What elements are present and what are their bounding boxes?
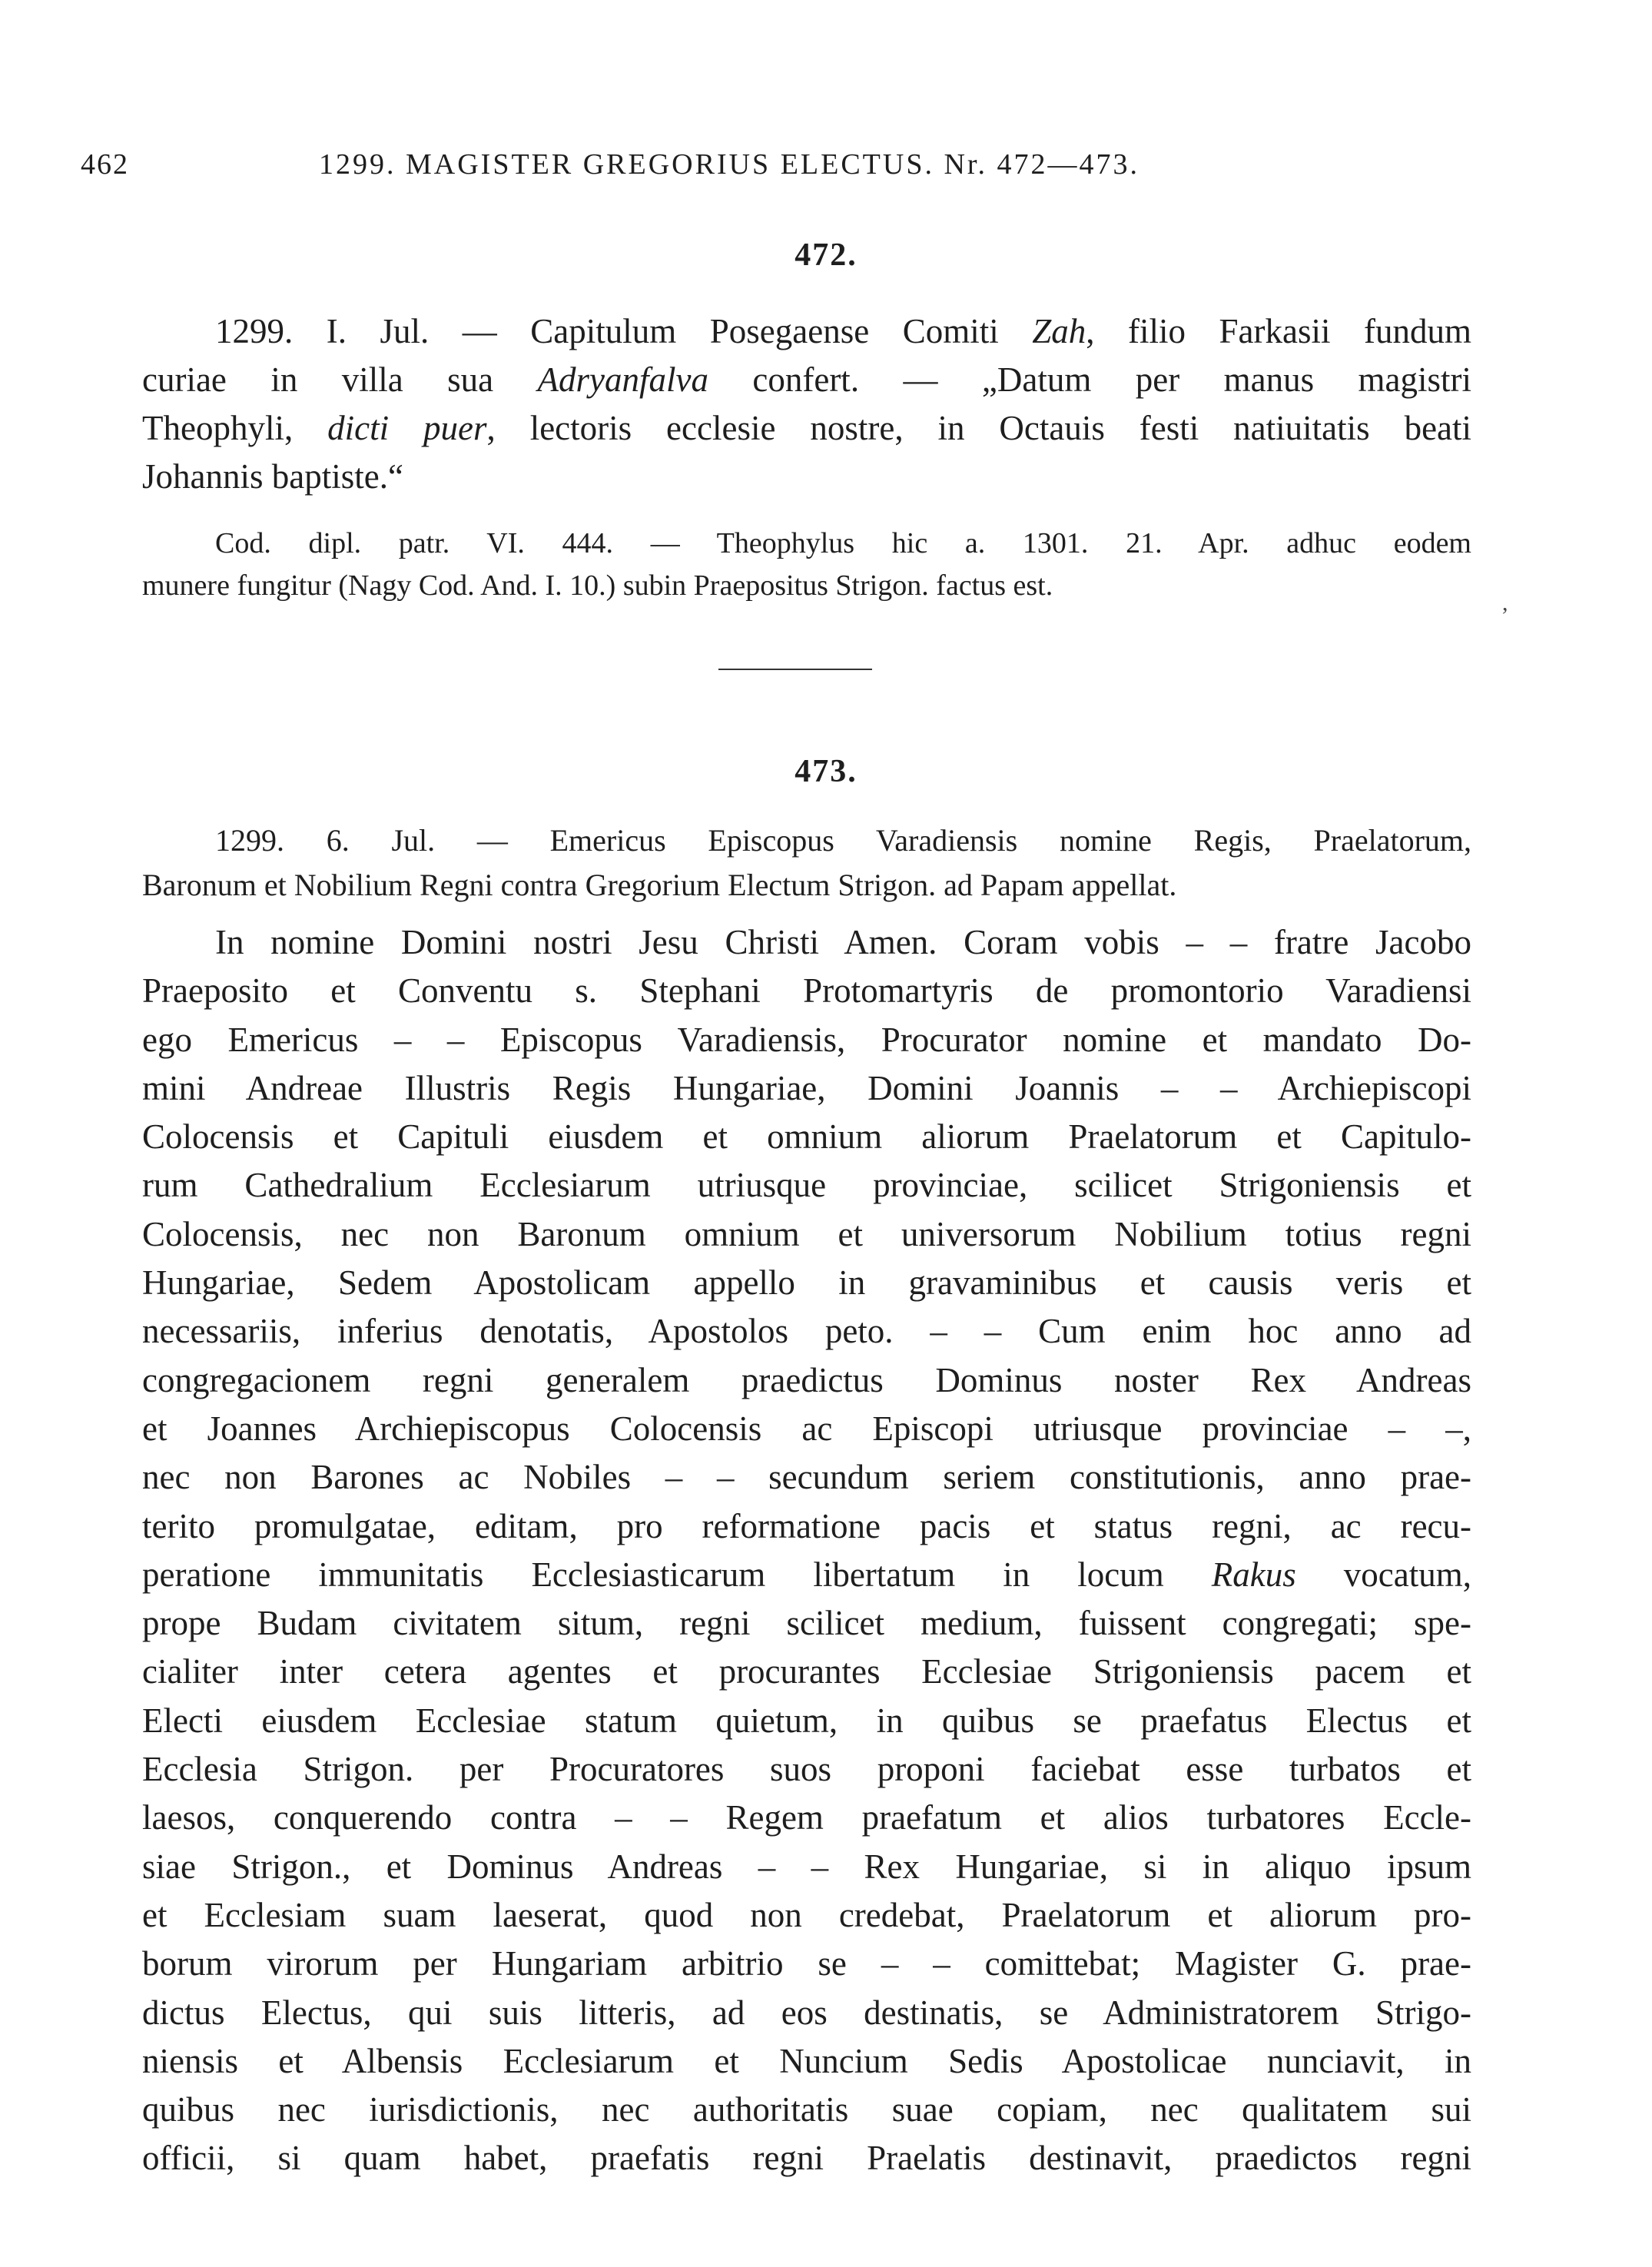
text-line — [142, 2134, 1471, 2182]
text-segment: congregacionem regni generalem praedictus Dominus noster Rex Andreas — [142, 1360, 1471, 1399]
text-segment: Colocensis et Capituli eiusdem et omnium aliorum Praelatorum et Capitulo- — [142, 1117, 1471, 1157]
text-segment: , lectoris ecclesie nostre, in Octauis festi natiuitatis beati — [486, 409, 1472, 447]
text-segment: et Ecclesiam suam laeserat, quod non credebat, Praelatorum et aliorum pro- — [142, 1895, 1471, 1934]
italic-name: dicti puer — [327, 409, 487, 447]
text-segment: Johannis baptiste.“ — [142, 457, 403, 496]
text-segment: Ecclesia Strigon. per Procuratores suos proponi faciebat esse turbatos et — [142, 1750, 1471, 1789]
text-line — [142, 1989, 1471, 2037]
text-line — [142, 2037, 1471, 2086]
text-line — [142, 1940, 1471, 1988]
note-line: Cod. dipl. patr. VI. 444. — Theophylus hic a. 1301. 21. Apr. adhuc eodem — [215, 527, 1471, 559]
document-number-473: 473. — [794, 754, 858, 789]
text-line — [142, 356, 1471, 404]
charter-text-473 — [142, 918, 1471, 2183]
page-number: 462 — [81, 148, 129, 181]
text-segment: necessariis, inferius denotatis, Apostolos peto. – – Cum enim hoc anno ad — [142, 1312, 1471, 1351]
text-segment: rum Cathedralium Ecclesiarum utriusque provinciae, scilicet Strigoniensis et — [142, 1166, 1471, 1205]
text-line — [142, 1502, 1471, 1551]
text-line — [142, 1794, 1471, 1842]
text-line — [142, 1599, 1471, 1648]
text-line — [142, 918, 1471, 967]
text-segment: niensis et Albensis Ecclesiarum et Nuncium Sedis Apostolicae nunciavit, in — [142, 2041, 1471, 2080]
text-segment: officii, si quam habet, praefatis regni Praelatis destinavit, praedictos regni — [142, 2139, 1471, 2178]
text-segment: ego Emericus – – Episcopus Varadiensis, Procurator nomine et mandato Do- — [142, 1020, 1471, 1059]
text-segment: cialiter inter cetera agentes et procurantes Ecclesiae Strigoniensis pacem et — [142, 1652, 1471, 1691]
text-line — [142, 1307, 1471, 1356]
text-line — [142, 2086, 1471, 2134]
text-line — [142, 1259, 1471, 1307]
text-line — [142, 404, 1471, 453]
text-segment: curiae in villa sua — [142, 360, 538, 399]
regest-472 — [142, 307, 1471, 501]
text-segment: Electi eiusdem Ecclesiae statum quietum, in quibus se praefatus Electus et — [142, 1701, 1471, 1740]
text-segment: dictus Electus, qui suis litteris, ad eos destinatis, se Administratorem Strigo- — [142, 1993, 1471, 2032]
text-line — [142, 1016, 1471, 1064]
text-line — [142, 1064, 1471, 1113]
text-line — [142, 967, 1471, 1015]
regest-473 — [142, 818, 1471, 908]
text-segment: mini Andreae Illustris Regis Hungariae, Domini Joannis – – Archiepiscopi — [142, 1068, 1471, 1107]
text-segment: Theophyli, — [142, 409, 328, 447]
italic-name: Adryanfalva — [537, 360, 708, 399]
text-line — [142, 1745, 1471, 1794]
regest-line: Baronum et Nobilium Regni contra Gregorium Electum Strigon. ad Papam appellat. — [142, 868, 1177, 902]
running-header — [0, 148, 1652, 194]
text-line — [142, 1453, 1471, 1502]
document-number-472: 472. — [794, 237, 858, 273]
text-line — [142, 1648, 1471, 1696]
text-segment: peratione immunitatis Ecclesiasticarum libertatum in locum — [142, 1555, 1212, 1594]
text-line — [142, 1843, 1471, 1891]
text-line — [142, 1210, 1471, 1259]
text-segment: In nomine Domini nostri Jesu Christi Amen. Coram vobis – – fratre Jacobo — [215, 923, 1471, 961]
text-segment: confert. — „Datum per manus magistri — [708, 360, 1471, 399]
italic-place-name: Rakus — [1211, 1555, 1296, 1594]
running-title: 1299. MAGISTER GREGORIUS ELECTUS. Nr. 472—473. — [319, 148, 1139, 181]
regest-line: 1299. 6. Jul. — Emericus Episcopus Varadiensis nomine Regis, Praelatorum, — [215, 823, 1471, 858]
text-segment: prope Budam civitatem situm, regni scilicet medium, fuissent congregati; spe- — [142, 1604, 1471, 1643]
text-segment: quibus nec iurisdictionis, nec authoritatis suae copiam, nec qualitatem sui — [142, 2090, 1471, 2129]
text-segment: , filio Farkasii fundum — [1086, 312, 1471, 350]
italic-name: Zah — [1032, 312, 1086, 350]
text-line — [142, 1551, 1471, 1599]
text-segment: borum virorum per Hungariam arbitrio se – – comittebat; Magister G. prae- — [142, 1944, 1471, 1983]
text-line — [142, 1891, 1471, 1940]
text-segment: et Joannes Archiepiscopus Colocensis ac Episcopi utriusque provinciae – –, — [142, 1409, 1471, 1448]
stray-mark: , — [1502, 590, 1508, 616]
source-note-472 — [142, 523, 1471, 607]
text-segment: vocatum, — [1295, 1555, 1472, 1594]
text-segment: siae Strigon., et Dominus Andreas – – Rex Hungariae, si in aliquo ipsum — [142, 1847, 1471, 1886]
text-line — [142, 1697, 1471, 1745]
text-line — [142, 1356, 1471, 1405]
text-segment: terito promulgatae, editam, pro reformatione pacis et status regni, ac recu- — [142, 1506, 1471, 1545]
text-line — [142, 1113, 1471, 1161]
text-segment: laesos, conquerendo contra – – Regem praefatum et alios turbatores Eccle- — [142, 1798, 1471, 1837]
text-segment: 1299. I. Jul. — Capitulum Posegaense Comiti — [215, 312, 1033, 350]
text-segment: nec non Barones ac Nobiles – – secundum seriem constitutionis, anno prae- — [142, 1458, 1471, 1497]
text-segment: Colocensis, nec non Baronum omnium et universorum Nobilium totius regni — [142, 1214, 1471, 1253]
text-line — [142, 453, 1471, 501]
text-segment: Praeposito et Conventu s. Stephani Protomartyris de promontorio Varadiensi — [142, 971, 1471, 1011]
note-line: munere fungitur (Nagy Cod. And. I. 10.) subin Praepositus Strigon. factus est. — [142, 569, 1053, 602]
text-line — [142, 307, 1471, 356]
section-divider — [718, 669, 872, 670]
text-segment: Hungariae, Sedem Apostolicam appello in gravaminibus et causis veris et — [142, 1263, 1471, 1303]
text-line — [142, 1405, 1471, 1453]
text-line — [142, 1161, 1471, 1210]
